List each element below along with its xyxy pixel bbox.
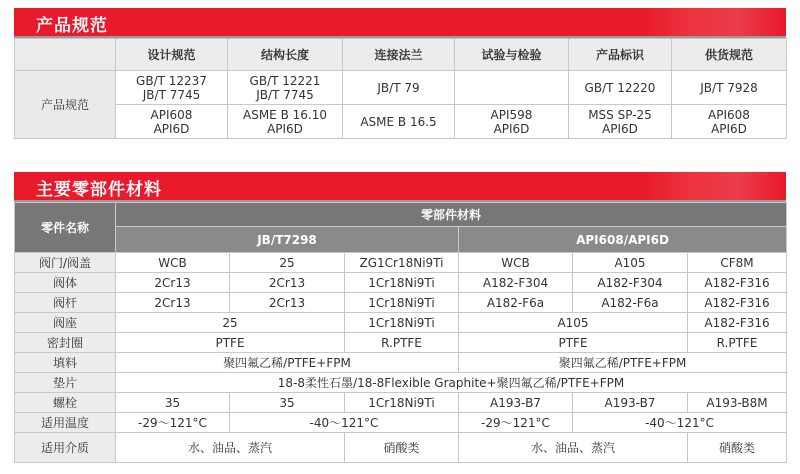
part-name: 填料	[15, 353, 116, 373]
table-cell: A182-F316	[688, 293, 787, 313]
table-cell: 35	[116, 393, 230, 413]
banner-decoration	[626, 172, 786, 200]
product-spec-table	[14, 38, 787, 139]
table-cell: 水、油品、蒸汽	[459, 433, 688, 463]
corner-cell	[15, 39, 116, 71]
table-cell: 1Cr18Ni9Ti	[345, 293, 459, 313]
group-header: 零部件材料	[116, 203, 787, 227]
section-title: 主要零部件材料	[36, 180, 162, 200]
section-title: 产品规范	[36, 16, 108, 36]
table-cell: 1Cr18Ni9Ti	[345, 313, 459, 333]
table-cell: 2Cr13	[230, 293, 345, 313]
part-name: 阀体	[15, 273, 116, 293]
table-cell: 水、油品、蒸汽	[116, 433, 345, 463]
part-name: 适用温度	[15, 413, 116, 433]
table-cell: 2Cr13	[230, 273, 345, 293]
part-name: 阀座	[15, 313, 116, 333]
table-cell: R.PTFE	[688, 333, 787, 353]
table-cell: WCB	[459, 253, 573, 273]
table-cell: A182-F316	[688, 313, 787, 333]
col-header: 连接法兰	[343, 39, 455, 71]
col-header: 试验与检验	[455, 39, 569, 71]
table-cell: 18-8柔性石墨/18-8Flexible Graphite+聚四氟乙稀/PTFE+FPM	[116, 373, 787, 393]
table-cell: GB/T 12237 JB/T 7745	[116, 71, 228, 105]
table-cell: -29～121°C	[116, 413, 230, 433]
banner-decoration	[626, 8, 786, 36]
corner-header: 零件名称	[15, 203, 116, 253]
section-banner-product-spec	[14, 8, 786, 38]
table-cell: -29～121°C	[459, 413, 573, 433]
table-cell: A182-F304	[459, 273, 573, 293]
table-cell: 2Cr13	[116, 273, 230, 293]
table-cell: API608 API6D	[116, 105, 228, 139]
materials-table	[14, 202, 787, 463]
table-cell: 聚四氟乙稀/PTFE+FPM	[116, 353, 459, 373]
table-cell: A182-F316	[688, 273, 787, 293]
table-cell: 25	[230, 253, 345, 273]
part-name: 密封圈	[15, 333, 116, 353]
table-cell: WCB	[116, 253, 230, 273]
section-banner-materials	[14, 172, 786, 202]
table-cell: PTFE	[116, 333, 345, 353]
part-name: 适用介质	[15, 433, 116, 463]
table-cell: API608 API6D	[672, 105, 787, 139]
col-header: 结构长度	[228, 39, 343, 71]
part-name: 阀杆	[15, 293, 116, 313]
table-cell: GB/T 12220	[569, 71, 672, 105]
table-cell	[455, 71, 569, 105]
std-header-api: API608/API6D	[459, 227, 787, 253]
part-name: 垫片	[15, 373, 116, 393]
table-cell: JB/T 7928	[672, 71, 787, 105]
std-header-jb: JB/T7298	[116, 227, 459, 253]
table-cell: 1Cr18Ni9Ti	[345, 273, 459, 293]
row-label: 产品规范	[15, 71, 116, 139]
table-cell: -40～121°C	[573, 413, 787, 433]
table-cell: 2Cr13	[116, 293, 230, 313]
table-cell: R.PTFE	[345, 333, 459, 353]
table-cell: JB/T 79	[343, 71, 455, 105]
table-cell: -40～121°C	[230, 413, 459, 433]
table-cell: A193-B8M	[688, 393, 787, 413]
table-cell: GB/T 12221 JB/T 7745	[228, 71, 343, 105]
table-cell: PTFE	[459, 333, 688, 353]
table-cell: A193-B7	[573, 393, 688, 413]
table-cell: A193-B7	[459, 393, 573, 413]
table-cell: ASME B 16.10 API6D	[228, 105, 343, 139]
col-header: 供货规范	[672, 39, 787, 71]
table-cell: 1Cr18Ni9Ti	[345, 393, 459, 413]
table-cell: A105	[459, 313, 688, 333]
table-cell: 硝酸类	[345, 433, 459, 463]
table-cell: A182-F304	[573, 273, 688, 293]
table-cell: 25	[116, 313, 345, 333]
table-cell: 聚四氟乙稀/PTFE+FPM	[459, 353, 787, 373]
table-cell: MSS SP-25 API6D	[569, 105, 672, 139]
table-cell: ASME B 16.5	[343, 105, 455, 139]
table-cell: 35	[230, 393, 345, 413]
col-header: 设计规范	[116, 39, 228, 71]
table-cell: A105	[573, 253, 688, 273]
part-name: 阀门/阀盖	[15, 253, 116, 273]
table-cell: API598 API6D	[455, 105, 569, 139]
table-cell: A182-F6a	[459, 293, 573, 313]
part-name: 螺栓	[15, 393, 116, 413]
table-cell: CF8M	[688, 253, 787, 273]
table-cell: 硝酸类	[688, 433, 787, 463]
table-cell: A182-F6a	[573, 293, 688, 313]
col-header: 产品标识	[569, 39, 672, 71]
table-cell: ZG1Cr18Ni9Ti	[345, 253, 459, 273]
